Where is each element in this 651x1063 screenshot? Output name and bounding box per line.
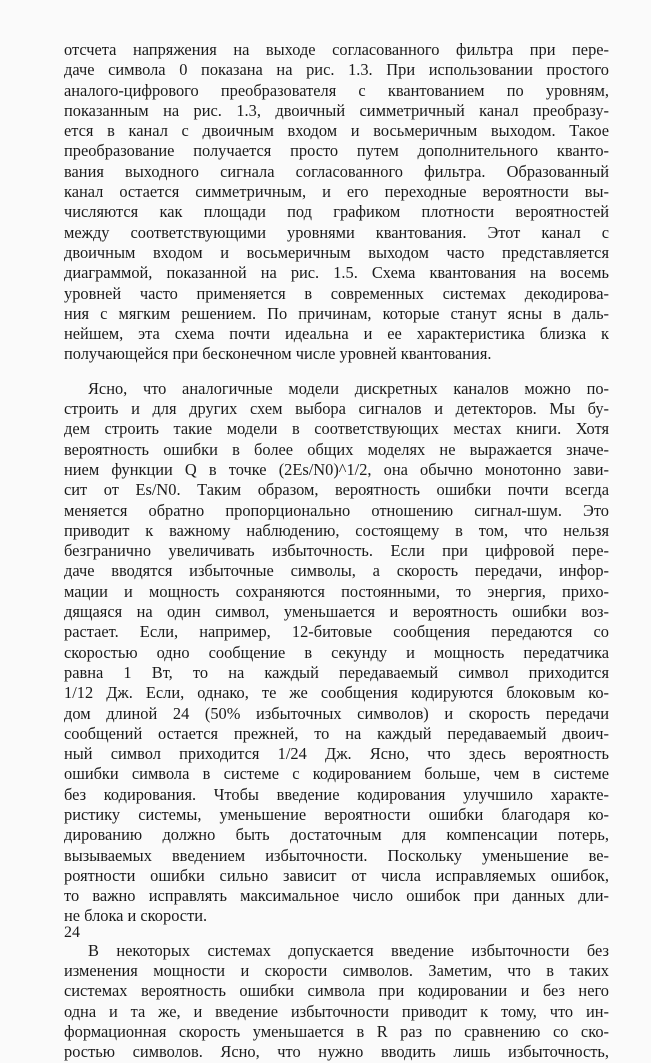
- page-number: 24: [64, 924, 80, 941]
- text-line: дированию должно быть достаточным для компенсации потерь,: [64, 825, 609, 845]
- text-line: ный символ приходится 1/24 Дж. Ясно, что здесь вероятность: [64, 744, 609, 764]
- text-line: строить и для других схем выбора сигналов и детекторов. Мы бу-: [64, 399, 609, 419]
- text-line: дем строить такие модели в соответствующих местах книги. Хотя: [64, 419, 609, 439]
- text-line: нием функции Q в точке (2Es/N0)^1/2, она обычно монотонно зави-: [64, 459, 609, 479]
- text-line: между соответствующими уровнями квантования. Этот канал с: [64, 222, 609, 242]
- text-line: то важно исправлять максимальное число ошибок при данных дли-: [64, 886, 609, 906]
- text-line: мации и мощность сохраняются постоянными, то энергия, прихо-: [64, 581, 609, 601]
- text-line: ния с мягким решением. По причинам, которые станут ясны в даль-: [64, 303, 609, 323]
- text-line: роятности ошибки сильно зависит от числа исправляемых ошибок,: [64, 865, 609, 885]
- text-line: нейшем, эта схема почти идеальна и ее характеристика близка к: [64, 324, 609, 344]
- text-line: преобразование получается просто путем дополнительного кванто-: [64, 141, 609, 161]
- text-line: отсчета напряжения на выходе согласованного фильтра при пере-: [64, 40, 609, 59]
- text-line: ростью символов. Ясно, что нужно вводить лишь избыточность,: [64, 1042, 609, 1062]
- text-line: даче символа 0 показана на рис. 1.3. При использовании простого: [64, 60, 609, 80]
- text-line: ется в канал с двоичным входом и восьмеричным выходом. Такое: [64, 121, 609, 141]
- text-line: получающейся при бесконечном числе уровней квантования.: [64, 344, 492, 364]
- paragraph-1: [64, 40, 609, 365]
- text-line: скоростью одно сообщение в секунду и мощность передатчика: [64, 642, 609, 662]
- text-line: не блока и скорости.: [64, 906, 208, 926]
- text-line: вероятность ошибки в более общих моделях не выражается значе-: [64, 439, 609, 459]
- paragraph-3: [64, 941, 609, 1063]
- text-line: безгранично увеличивать избыточность. Если при цифровой пере-: [64, 541, 609, 561]
- text-line: сит от Es/N0. Таким образом, вероятность ошибки почти всегда: [64, 480, 609, 500]
- text-line: 1/12 Дж. Если, однако, те же сообщения кодируются блоковым ко-: [64, 683, 609, 703]
- text-line: приводит к важному наблюдению, состоящему в том, что нельзя: [64, 520, 609, 540]
- text-line: показанным на рис. 1.3, двоичный симметричный канал преобразу-: [64, 100, 609, 120]
- text-line: одна и та же, и введение избыточности приводит к тому, что ин-: [64, 1001, 609, 1021]
- text-line: растает. Если, например, 12-битовые сообщения передаются со: [64, 622, 609, 642]
- text-line: дящаяся на один символ, уменьшается и вероятность ошибки воз-: [64, 602, 609, 622]
- text-line: канал остается симметричным, и его переходные вероятности вы-: [64, 182, 609, 202]
- text-line: двоичным входом и восьмеричным выходом часто представляется: [64, 242, 609, 262]
- text-line: равна 1 Вт, то на каждый передаваемый символ приходится: [64, 662, 609, 682]
- text-line: меняется обратно пропорционально отношению сигнал-шум. Это: [64, 500, 609, 520]
- text-line: даче вводятся избыточные символы, а скорость передачи, инфор-: [64, 561, 609, 581]
- text-line: Ясно, что аналогичные модели дискретных каналов можно по-: [88, 378, 609, 398]
- text-line: уровней часто применяется в современных системах декодирова-: [64, 283, 609, 303]
- text-line: дом длиной 24 (50% избыточных символов) и скорость передачи: [64, 703, 609, 723]
- text-line: аналого-цифрового преобразователя с квантованием по уровням,: [64, 80, 609, 100]
- text-line: изменения мощности и скорости символов. Заметим, что в таких: [64, 961, 609, 981]
- text-line: системах вероятность ошибки символа при кодировании и без него: [64, 981, 609, 1001]
- text-line: вызываемых введением избыточности. Поскольку уменьшение ве-: [64, 845, 609, 865]
- paragraph-2: [64, 379, 609, 927]
- text-line: вания выходного сигнала согласованного фильтра. Образованный: [64, 161, 609, 181]
- text-line: числяются как площади под графиком плотности вероятностей: [64, 202, 609, 222]
- text-line: ошибки символа в системе с кодированием больше, чем в системе: [64, 764, 609, 784]
- text-line: В некоторых системах допускается введение избыточности без: [88, 940, 609, 960]
- text-line: формационная скорость уменьшается в R раз по сравнению со ско-: [64, 1021, 609, 1041]
- text-line: диаграммой, показанной на рис. 1.5. Схема квантования на восемь: [64, 263, 609, 283]
- text-line: без кодирования. Чтобы введение кодирования улучшило характе-: [64, 784, 609, 804]
- text-line: сообщений остается прежней, то на каждый передаваемый двоич-: [64, 723, 609, 743]
- text-line: ристику системы, уменьшение вероятности ошибки благодаря ко-: [64, 804, 609, 824]
